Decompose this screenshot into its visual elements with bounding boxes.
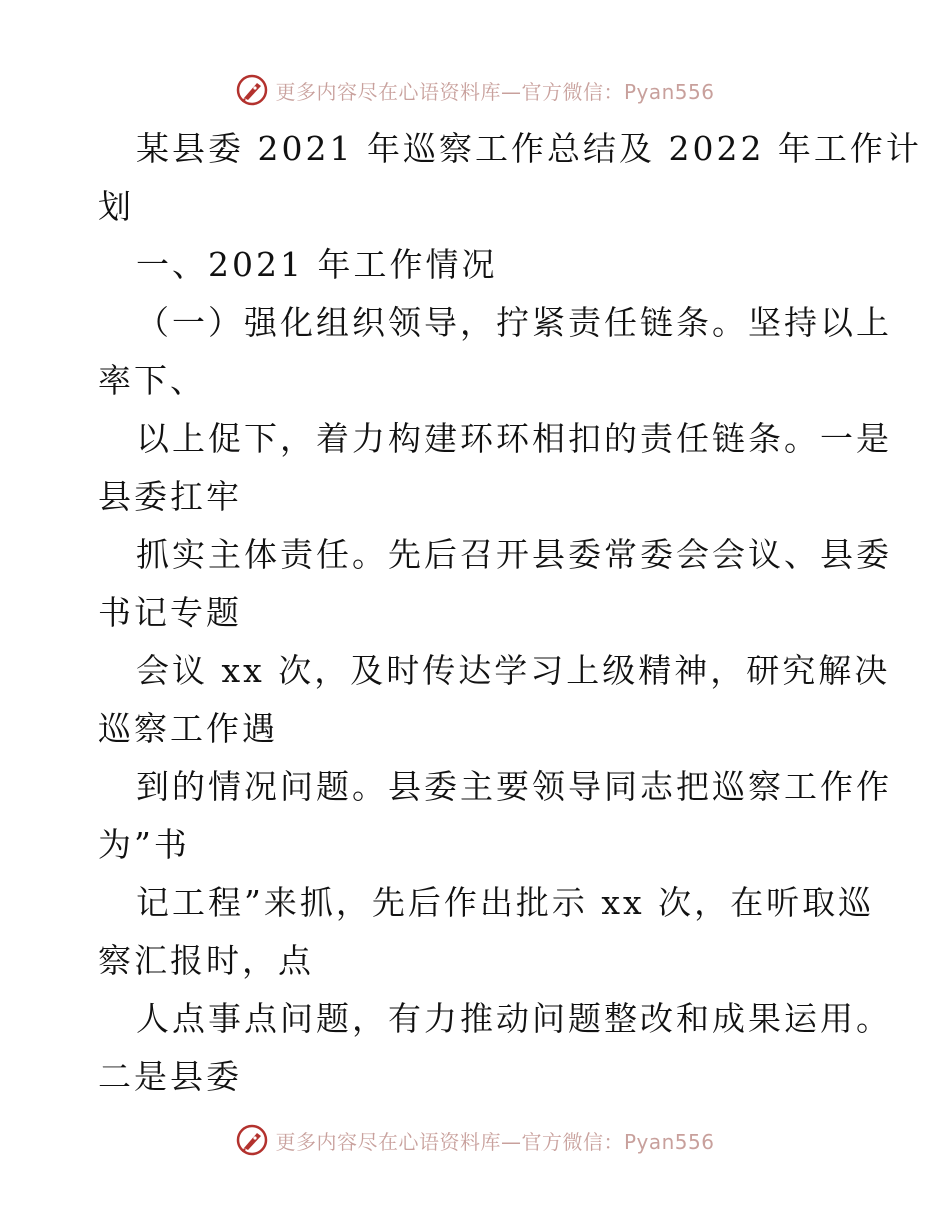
document-line: 书记专题 [98,593,242,632]
fountain-pen-logo-icon [235,1123,269,1157]
document-line: 到的情况问题。县委主要领导同志把巡察工作作 [136,767,892,806]
header-banner-text: 更多内容尽在心语资料库—官方微信：Pyan556 [275,79,715,104]
document-line: 率下、 [98,361,206,400]
document-line: 二是县委 [98,1057,242,1096]
document-line: 县委扛牢 [98,477,242,516]
footer-banner-text: 更多内容尽在心语资料库—官方微信：Pyan556 [275,1129,715,1154]
fountain-pen-logo-icon [235,73,269,107]
header-banner [0,70,950,110]
document-line: 会议 xx 次，及时传达学习上级精神，研究解决 [136,651,891,690]
footer-banner [0,1120,950,1160]
document-line: 人点事点问题，有力推动问题整改和成果运用。 [136,999,892,1038]
document-line: 划 [98,187,134,226]
document-line: 察汇报时，点 [98,941,314,980]
document-line: 一、2021 年工作情况 [136,245,498,284]
document-line: （一）强化组织领导，拧紧责任链条。坚持以上 [136,303,892,342]
document-line: 抓实主体责任。先后召开县委常委会会议、县委 [136,535,892,574]
document-line: 记工程”来抓，先后作出批示 xx 次，在听取巡 [136,883,875,922]
document-body [98,120,922,1106]
document-line: 巡察工作遇 [98,709,278,748]
document-line: 为”书 [98,825,190,864]
document-line: 以上促下，着力构建环环相扣的责任链条。一是 [136,419,892,458]
document-line: 某县委 2021 年巡察工作总结及 2022 年工作计 [136,129,922,168]
